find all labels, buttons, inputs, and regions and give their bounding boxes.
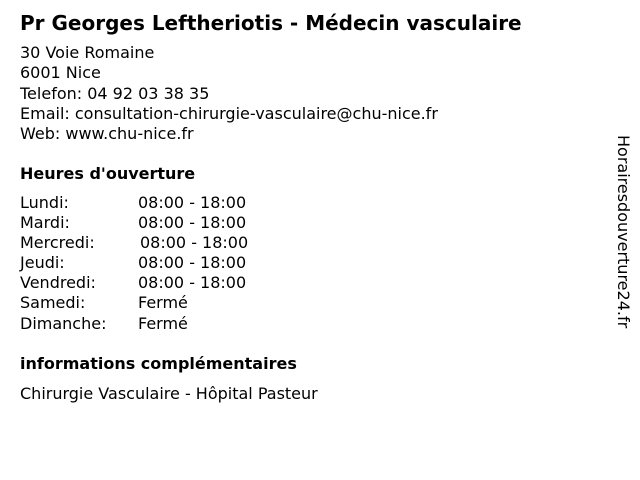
day-label: Dimanche: (20, 313, 107, 333)
hours-row-samedi (20, 293, 248, 313)
info-text: Chirurgie Vasculaire - Hôpital Pasteur (20, 384, 318, 403)
hours-row-dimanche (20, 314, 248, 334)
hours-row-mardi (20, 213, 248, 233)
day-label: Mardi: (20, 213, 70, 233)
hours-row-vendredi (20, 273, 248, 293)
day-label: Jeudi: (20, 253, 65, 273)
day-label: Lundi: (20, 193, 69, 212)
address-block (20, 43, 438, 144)
time-value: Fermé (138, 313, 188, 333)
time-value: 08:00 - 18:00 (138, 253, 247, 273)
phone-line: Telefon: 04 92 03 38 35 (20, 83, 210, 103)
email-line: Email: consultation-chirurgie-vasculaire@chu-nice.fr (20, 103, 438, 123)
web-line: Web: www.chu-nice.fr (20, 124, 194, 144)
info-heading: informations complémentaires (20, 354, 297, 373)
page-title: Pr Georges Leftheriotis - Médecin vasculaire (20, 11, 522, 35)
hours-table (20, 193, 248, 334)
hours-row-mercredi (20, 233, 248, 253)
time-value: Fermé (138, 293, 188, 313)
site-watermark: Horairesdouverture24.fr (614, 135, 633, 329)
time-value: 08:00 - 18:00 (138, 273, 247, 293)
day-label: Samedi: (20, 293, 86, 313)
time-value: 08:00 - 18:00 (138, 193, 247, 212)
address-street: 30 Voie Romaine (20, 43, 155, 62)
hours-row-jeudi (20, 253, 248, 273)
time-value: 08:00 - 18:00 (140, 233, 249, 253)
day-label: Mercredi: (20, 233, 95, 253)
hours-row-lundi (20, 193, 248, 213)
hours-heading: Heures d'ouverture (20, 164, 196, 183)
address-city: 6001 Nice (20, 63, 101, 83)
time-value: 08:00 - 18:00 (138, 213, 247, 233)
day-label: Vendredi: (20, 273, 96, 293)
